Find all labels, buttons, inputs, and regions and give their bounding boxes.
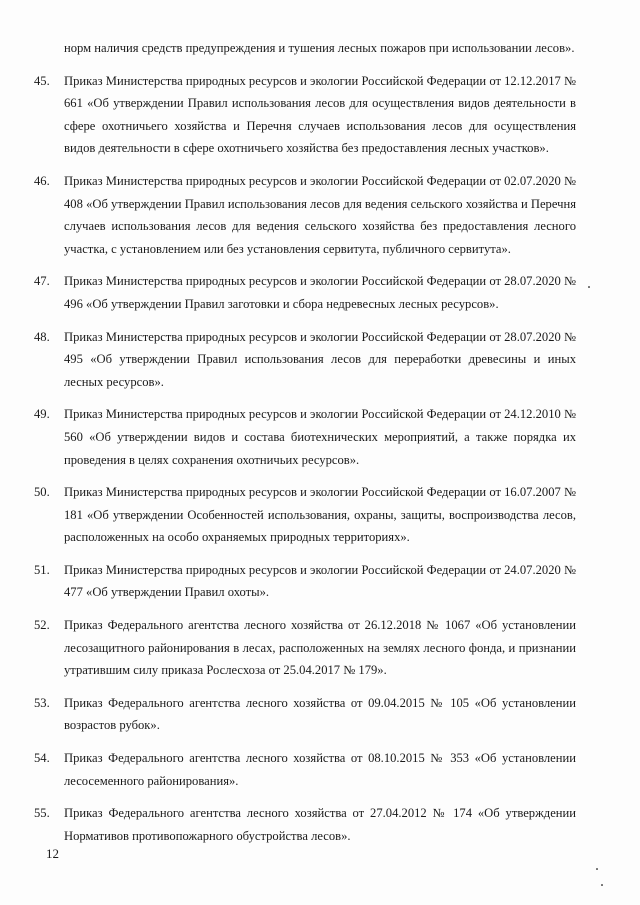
list-item [34,747,576,792]
list-item-number: 50. [34,485,50,500]
list-item [34,170,576,260]
list-item-number: 51. [34,562,50,577]
list-item-text: Приказ Федерального агентства лесного хозяйства от 09.04.2015 № 105 «Об установлении возрастов рубок». [64,695,576,733]
list-item-number: 52. [34,618,50,633]
list-item-number: 46. [34,173,50,188]
list-item-number: 53. [34,695,50,710]
list-item-number: 55. [34,806,50,821]
list-item-text: норм наличия средств предупреждения и тушения лесных пожаров при использовании лесов». [64,41,575,55]
list-item [34,802,576,847]
list-item-number: 49. [34,407,50,422]
list-item-number: 48. [34,329,50,344]
list-item-text: Приказ Министерства природных ресурсов и экологии Российской Федерации от 28.07.2020 № 496 «Об утверждении Правил заготовки и сбора недревесных лесных ресурсов». [64,274,576,311]
list-item-number: 47. [34,274,50,289]
scan-speck [596,868,598,870]
list-item-text: Приказ Министерства природных ресурсов и экологии Российской Федерации от 24.12.2010 № 560 «Об утверждении видов и состава биотехнических мероприятий, а также порядка их проведения в целях сохранения охотничьих ресурсов». [64,407,576,467]
regulation-list [34,37,576,857]
list-item-text: Приказ Федерального агентства лесного хозяйства от 08.10.2015 № 353 «Об установлении лесосеменного районирования». [64,751,576,788]
list-item [34,270,576,315]
list-item-text: Приказ Министерства природных ресурсов и экологии Российской Федерации от 28.07.2020 № 495 «Об утверждении Правил использования лесов для переработки древесины и иных лесных ресурсов». [64,329,576,389]
list-item-text: Приказ Министерства природных ресурсов и экологии Российской Федерации от 16.07.2007 № 181 «Об утверждении Особенностей использования, охраны, защиты, воспроизводства лесов, расположенных на особо охраняемых природных территориях». [64,485,576,545]
list-item-number: 45. [34,73,50,88]
list-item-number: 54. [34,751,50,766]
list-item [34,614,576,682]
scan-speck [601,884,603,886]
page-number: 12 [46,846,59,861]
list-item-text: Приказ Министерства природных ресурсов и экологии Российской Федерации от 12.12.2017 № 661 «Об утверждении Правил использования лесов для осуществления видов деятельности в сфере охотничьего хозяйства и Перечня случаев использования лесов для осуществления видов деятельности в сфере охотничьего хозяйства без предоставления лесных участков». [64,73,576,156]
scan-speck [588,286,590,288]
list-item-text: Приказ Министерства природных ресурсов и экологии Российской Федерации от 24.07.2020 № 477 «Об утверждении Правил охоты». [64,562,576,600]
list-item-text: Приказ Федерального агентства лесного хозяйства от 26.12.2018 № 1067 «Об установлении лесозащитного районирования в лесах, расположенных на землях лесного фонда, и признании утратившим силу приказа Рослесхоза от 25.04.2017 № 179». [64,618,576,678]
list-item-continuation [40,37,576,60]
list-item [34,559,576,604]
list-item [34,70,576,160]
list-item [34,692,576,737]
list-item [34,481,576,549]
list-item [34,403,576,471]
list-item-text: Приказ Федерального агентства лесного хозяйства от 27.04.2012 № 174 «Об утверждении Нормативов противопожарного обустройства лесов». [64,806,576,843]
list-item [34,326,576,394]
list-item-text: Приказ Министерства природных ресурсов и экологии Российской Федерации от 02.07.2020 № 408 «Об утверждении Правил использования лесов для ведения сельского хозяйства и Перечня случаев использования лесов для ведения сельского хозяйства без предоставления лесного участка, с установлением или без установления сервитута, публичного сервитута». [64,173,576,256]
